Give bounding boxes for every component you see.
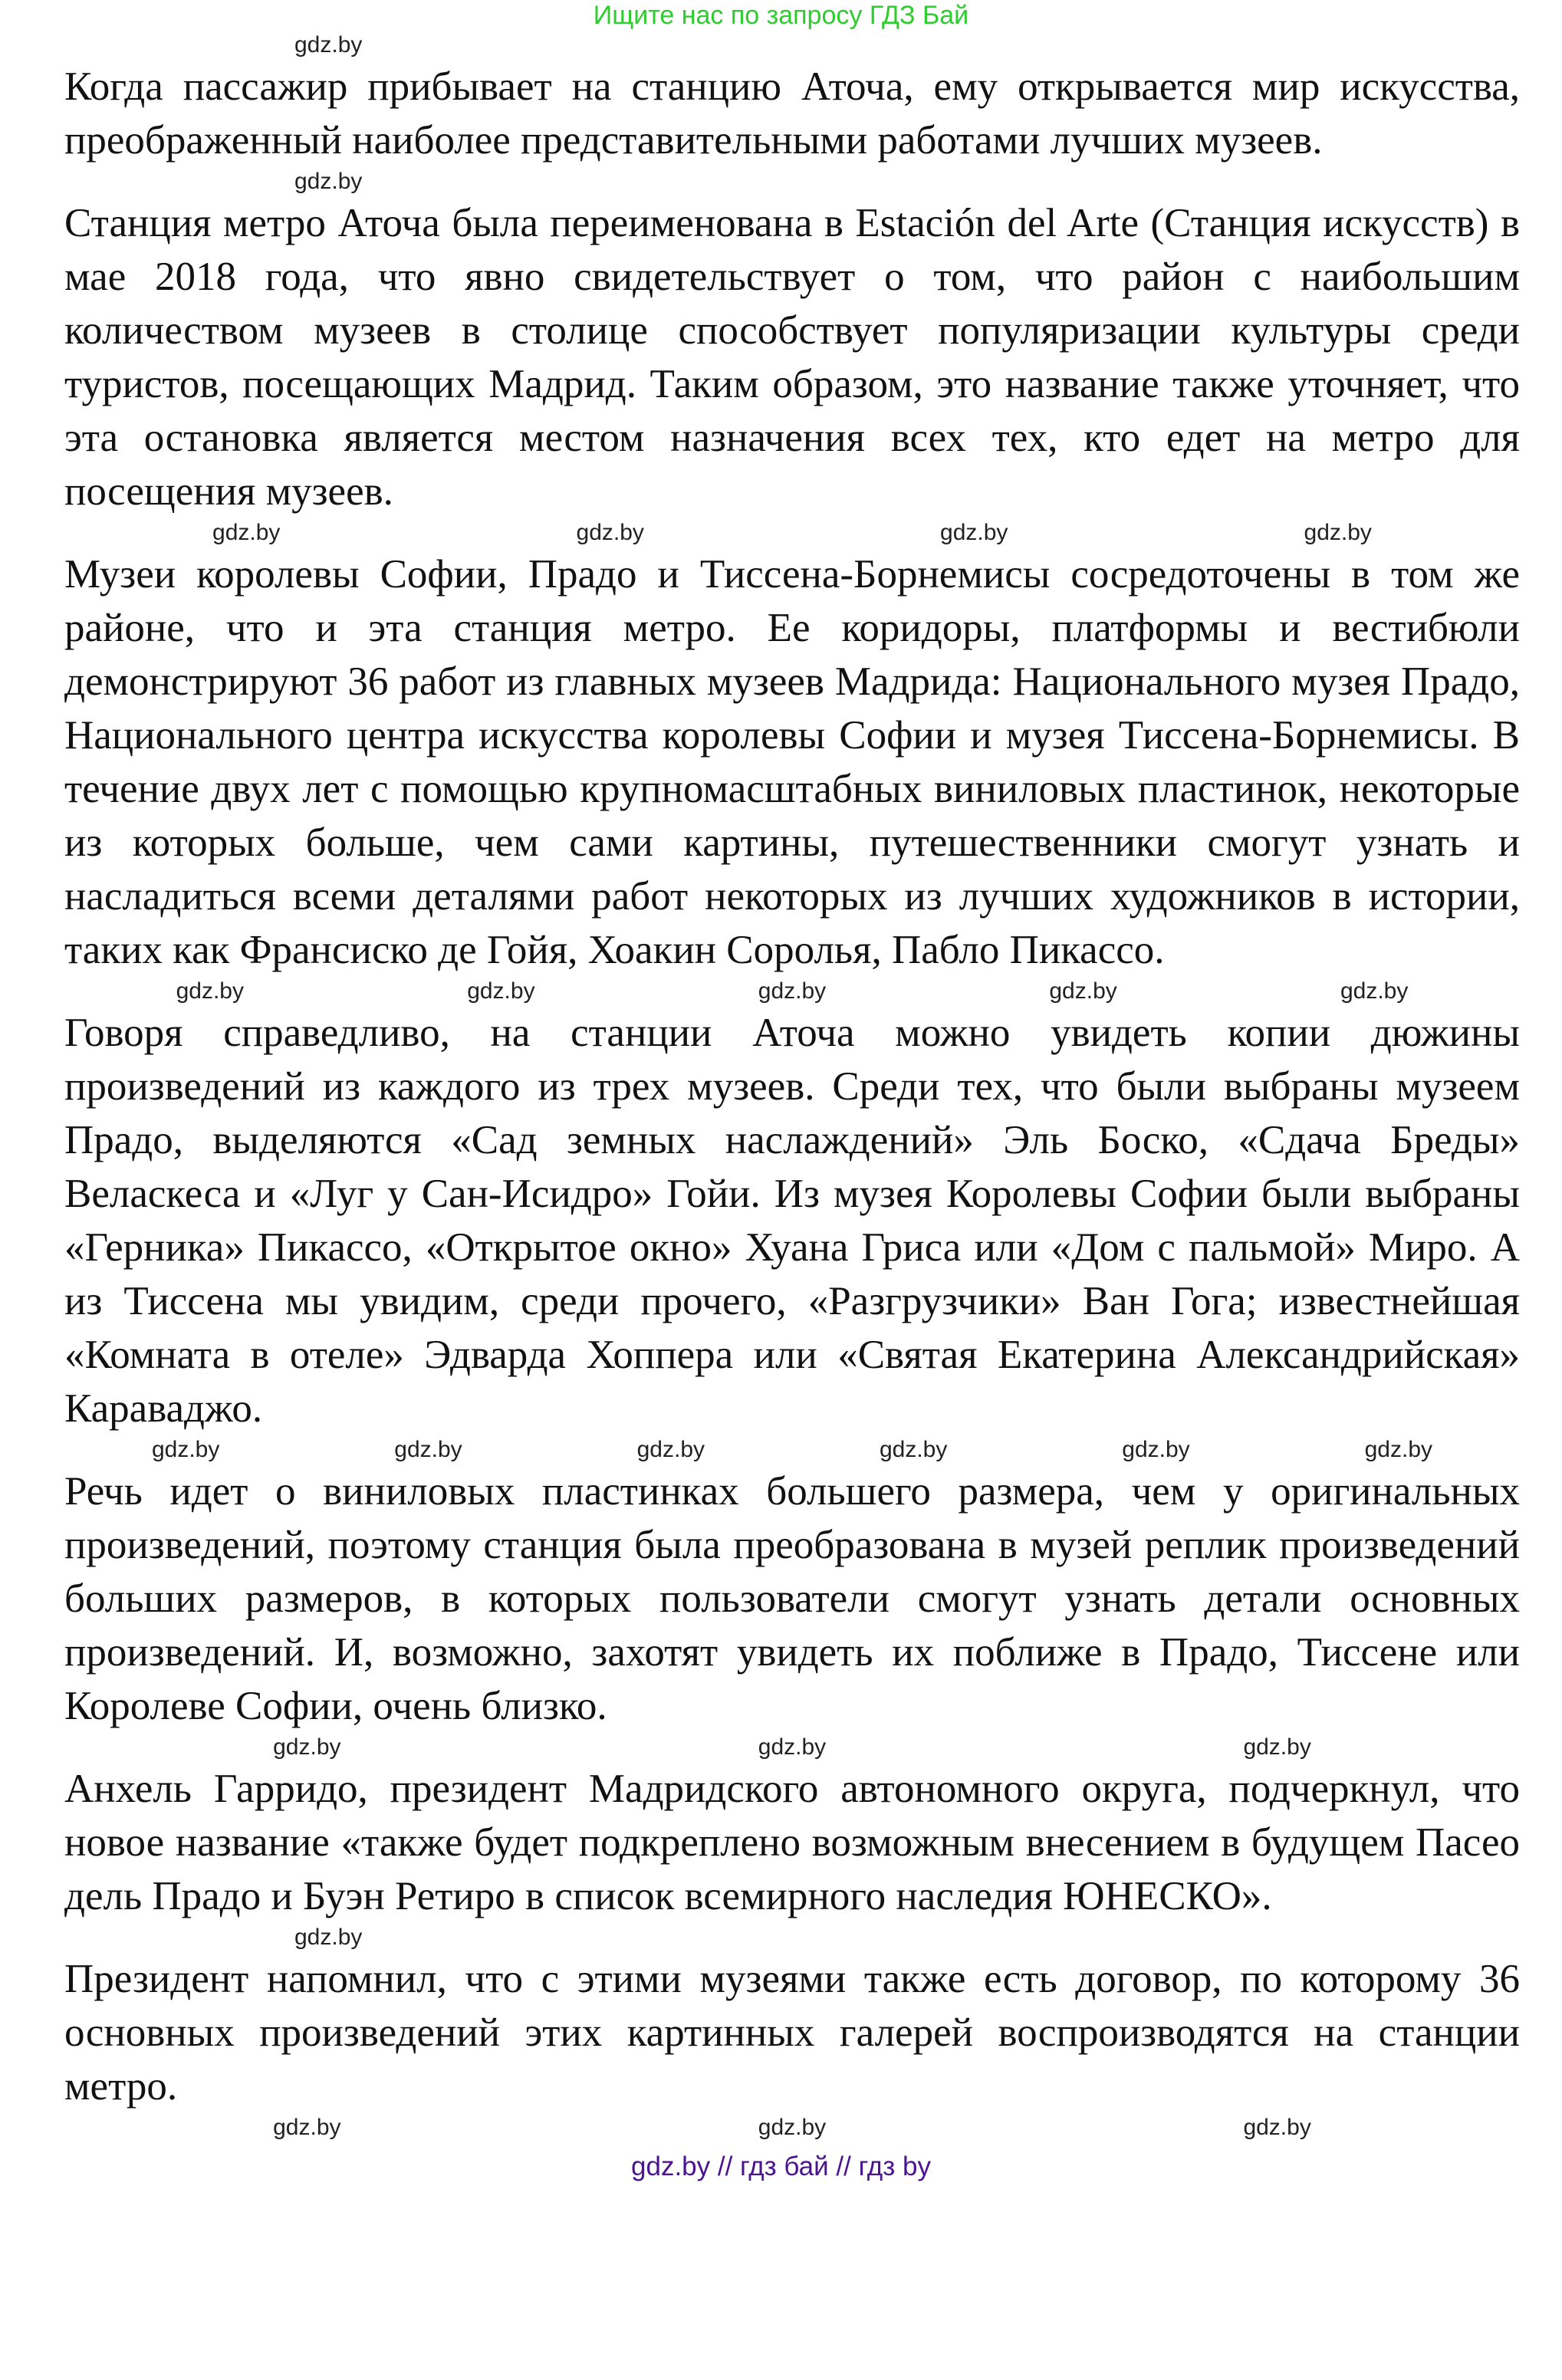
watermark: gdz.by <box>294 169 363 194</box>
watermark: gdz.by <box>1364 1437 1432 1462</box>
watermark: gdz.by <box>467 978 535 1004</box>
watermark-row <box>64 2113 1520 2142</box>
watermark: gdz.by <box>1049 978 1117 1004</box>
paragraph: Президент напомнил, что с этими музеями также есть договор, по которому 36 основных произведений этих картинных галерей воспроизводятся на станции метро. <box>64 1957 1520 2109</box>
watermark: gdz.by <box>294 1925 363 1950</box>
watermark: gdz.by <box>758 2115 827 2140</box>
watermark: gdz.by <box>273 2115 341 2140</box>
watermark: gdz.by <box>940 520 1008 545</box>
watermark: gdz.by <box>758 978 827 1004</box>
watermark: gdz.by <box>1243 2115 1311 2140</box>
watermark-row <box>64 518 1520 547</box>
watermark: gdz.by <box>212 520 281 545</box>
paragraph: Речь идет о виниловых пластинках большего размера, чем у оригинальных произведений, поэтому станция была преобразована в музей реплик произведений больших размеров, в которых пользователи смогут узнать детали основных произведений. И, возможно, захотят увидеть их поближе в Прадо, Тиссене или Королеве Софии, очень близко. <box>64 1469 1520 1728</box>
paragraph: Когда пассажир прибывает на станцию Аточа, ему открывается мир искусства, преображенный наиболее представительными работами лучших музеев. <box>64 64 1520 163</box>
watermark: gdz.by <box>879 1437 948 1462</box>
watermark-row <box>64 1923 1520 1952</box>
paragraph: Говоря справедливо, на станции Аточа можно увидеть копии дюжины произведений из каждого из трех музеев. Среди тех, что были выбраны музеем Прадо, выделяются «Сад земных наслаждений» Эль Боско, «Сдача Бреды» Веласкеса и «Луг у Сан-Исидро» Гойи. Из музея Королевы Софии были выбраны «Герника» Пикассо, «Открытое окно» Хуана Гриса или «Дом с пальмой» Миро. А из Тиссена мы увидим, среди прочего, «Разгрузчики» Ван Гога; известнейшая «Комната в отеле» Эдварда Хоппера или «Святая Екатерина Александрийская» Караваджо. <box>64 1011 1520 1431</box>
watermark: gdz.by <box>394 1437 462 1462</box>
watermark-row <box>64 167 1520 196</box>
paragraph: Станция метро Аточа была переименована в Estación del Arte (Станция искусств) в мае 2018 года, что явно свидетельствует о том, что район с наибольшим количеством музеев в столице способствует популяризации культуры среди туристов, посещающих Мадрид. Таким образом, это название также уточняет, что эта остановка является местом назначения всех тех, кто едет на метро для посещения музеев. <box>64 201 1520 514</box>
document-body <box>64 31 1520 2142</box>
watermark-row <box>64 1733 1520 1762</box>
watermark-row <box>64 31 1520 60</box>
watermark: gdz.by <box>273 1734 341 1760</box>
watermark: gdz.by <box>1122 1437 1190 1462</box>
watermark: gdz.by <box>1243 1734 1311 1760</box>
watermark: gdz.by <box>1304 520 1372 545</box>
watermark: gdz.by <box>576 520 644 545</box>
search-hint-header: Ищите нас по запросу ГДЗ Бай <box>593 1 969 30</box>
paragraph: Музеи королевы Софии, Прадо и Тиссена-Борнемисы сосредоточены в том же районе, что и эта станция метро. Ее коридоры, платформы и вестибюли демонстрируют 36 работ из главных музеев Мадрида: Национального музея Прадо, Национального центра искусства королевы Софии и музея Тиссена-Борнемисы. В течение двух лет с помощью крупномасштабных виниловых пластинок, некоторые из которых больше, чем сами картины, путешественники смогут узнать и насладиться всеми деталями работ некоторых из лучших художников в истории, таких как Франсиско де Гойя, Хоакин Соролья, Пабло Пикассо. <box>64 552 1520 972</box>
watermark: gdz.by <box>1340 978 1409 1004</box>
watermark: gdz.by <box>294 32 363 58</box>
watermark: gdz.by <box>176 978 244 1004</box>
footer-links: gdz.by // гдз бай // гдз by <box>631 2152 931 2181</box>
watermark-row <box>64 1435 1520 1464</box>
watermark-row <box>64 977 1520 1006</box>
watermark: gdz.by <box>151 1437 220 1462</box>
watermark: gdz.by <box>758 1734 827 1760</box>
watermark: gdz.by <box>636 1437 705 1462</box>
paragraph: Анхель Гарридо, президент Мадридского автономного округа, подчеркнул, что новое название «также будет подкреплено возможным внесением в будущем Пасео дель Прадо и Буэн Ретиро в список всемирного наследия ЮНЕСКО». <box>64 1767 1520 1918</box>
